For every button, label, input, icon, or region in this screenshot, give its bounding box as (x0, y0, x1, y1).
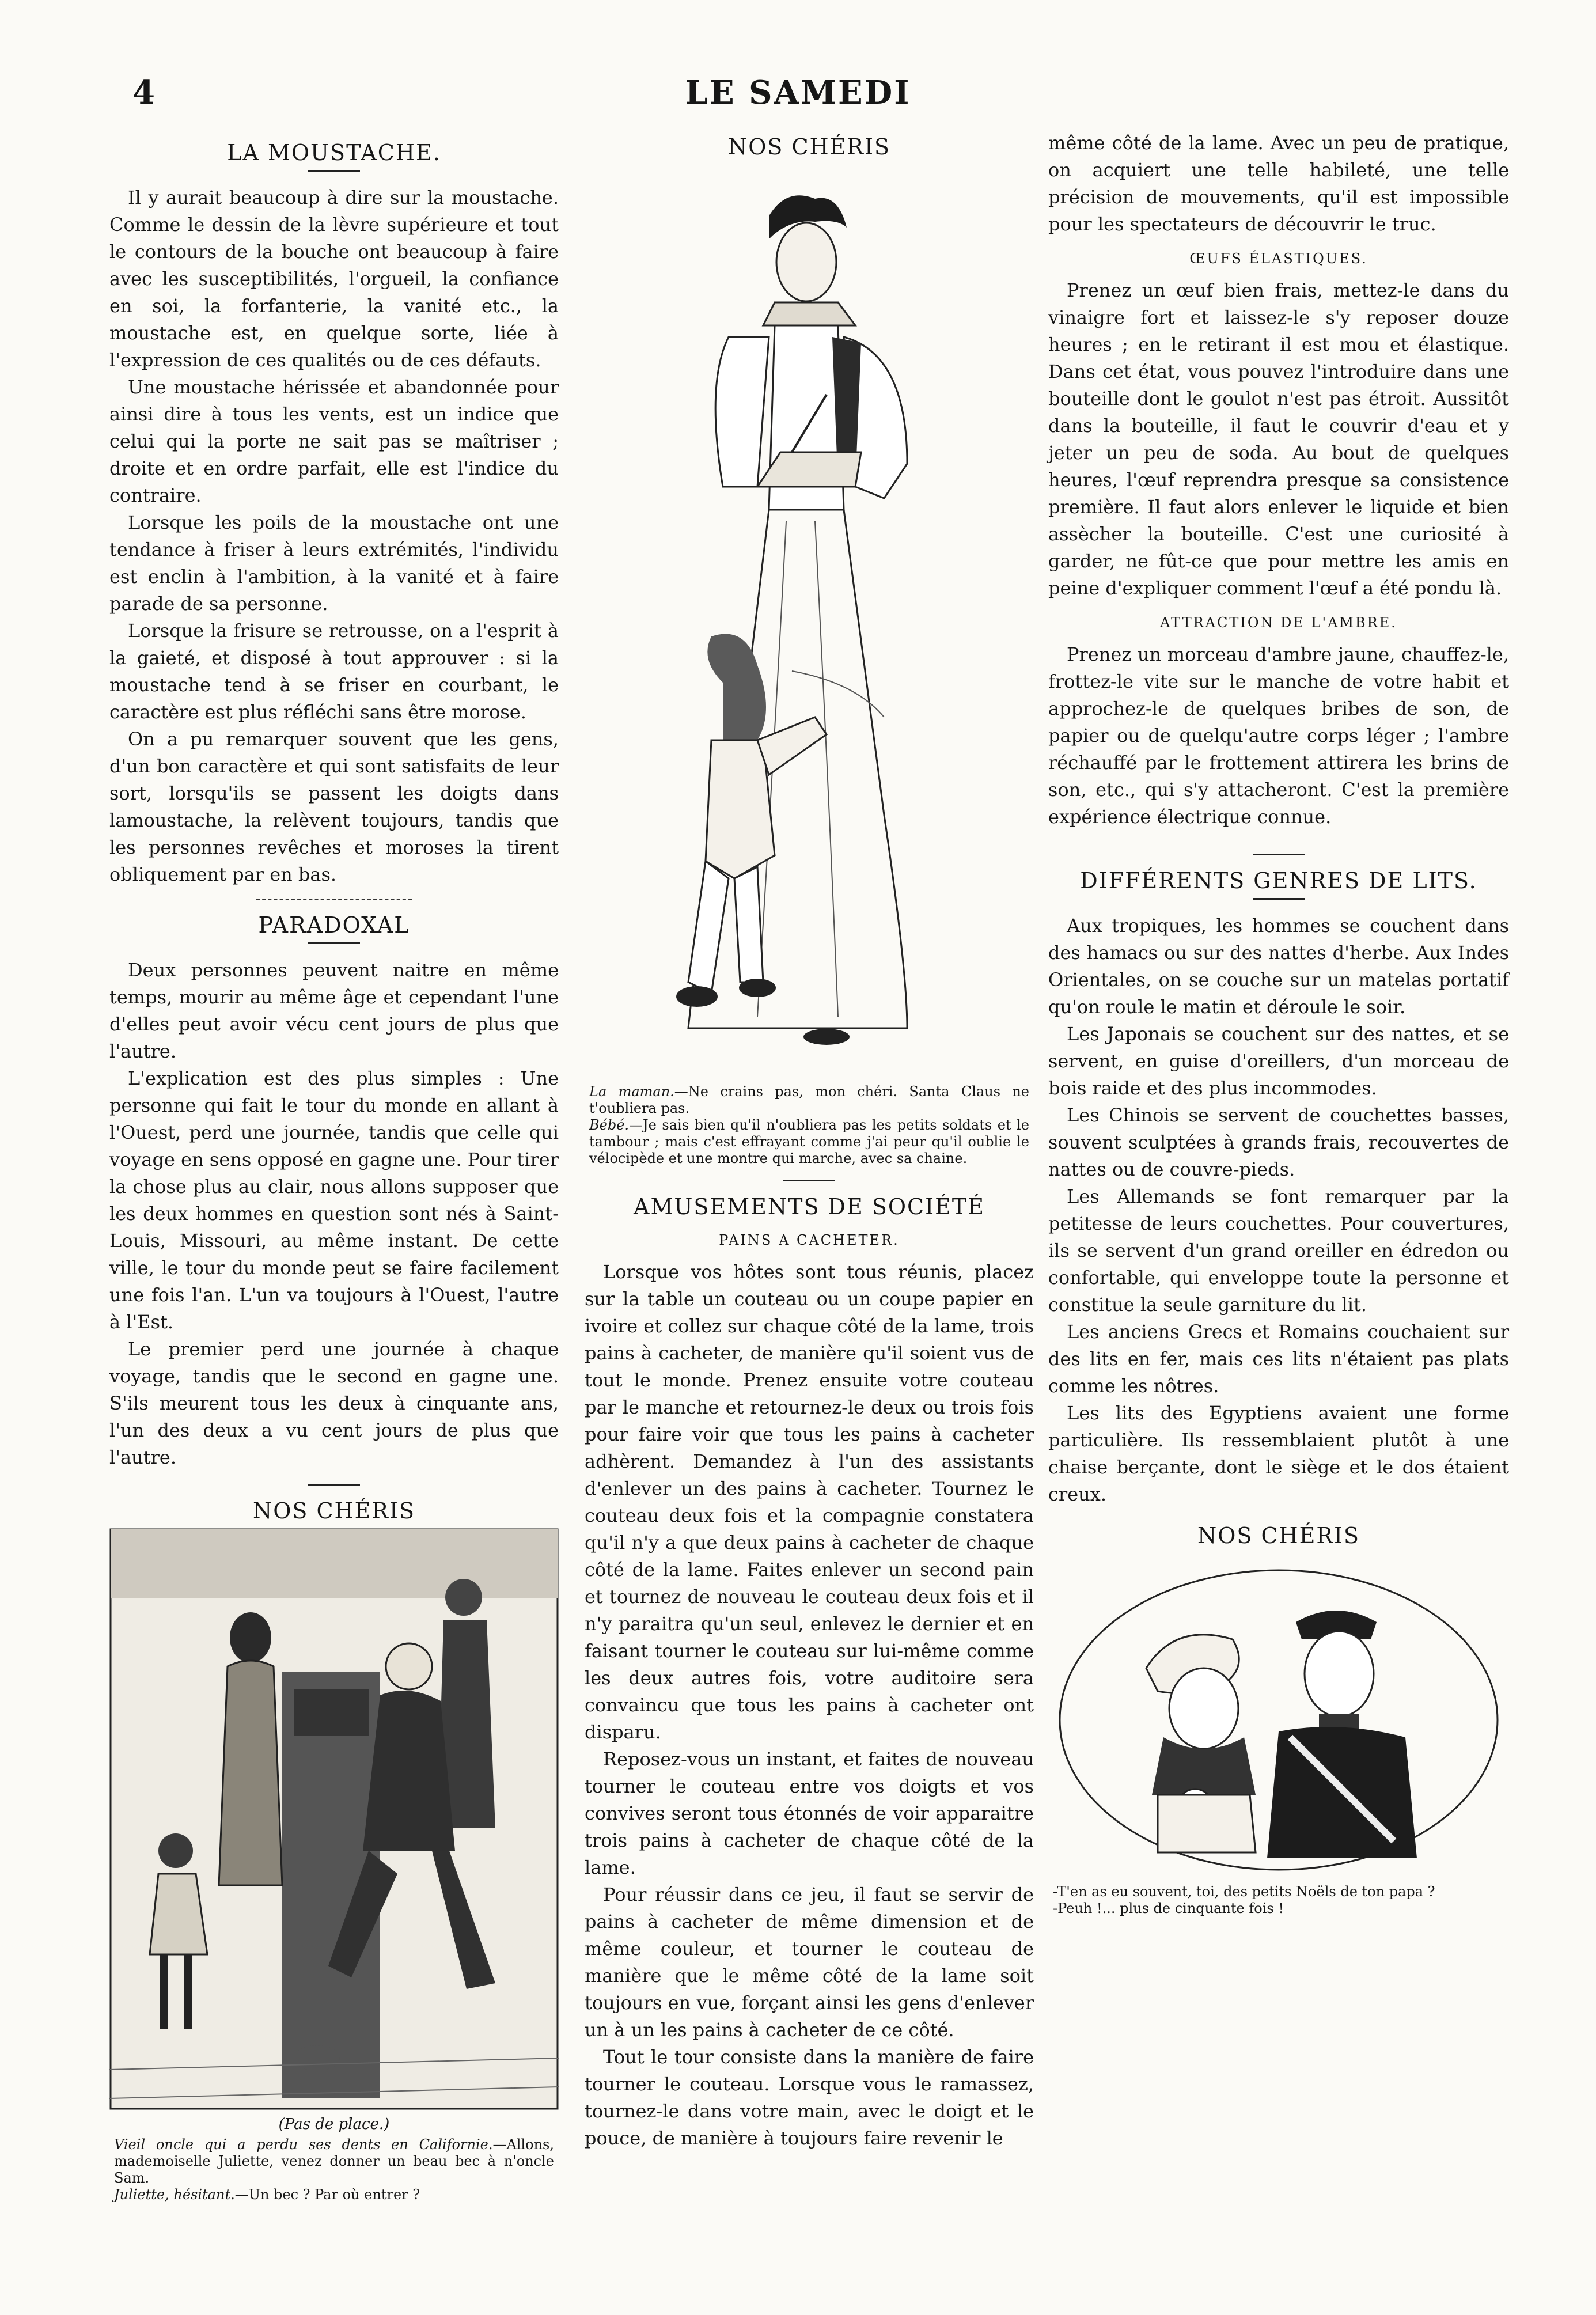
illustration-caption (114, 2136, 554, 2203)
caption-text: —Ne crains pas, mon chéri. Santa Claus ne t'oubliera pas. (589, 1083, 1030, 1116)
caption-text: -T'en as eu souvent, toi, des petits Noëls de ton papa ? (1053, 1884, 1435, 1900)
cheris2-title: NOS CHÉRIS (727, 134, 891, 160)
caption-text: —Un bec ? Par où entrer ? (234, 2187, 420, 2203)
column-right (1048, 130, 1509, 1917)
caption-text: —Allons, mademoiselle Juliette, venez donner un beau bec à n'oncle Sam. (114, 2136, 554, 2186)
illustration-caption (589, 1083, 1029, 1167)
two-children-illustration (1048, 1553, 1509, 1876)
amusements-title: AMUSEMENTS DE SOCIÉTÉ (634, 1194, 985, 1219)
illustration-caption (1053, 1884, 1504, 1917)
caption-speaker: Juliette, hésitant. (114, 2187, 235, 2203)
oeufs-paragraph: Prenez un œuf bien frais, mettez-le dans du vinaigre fort et laissez-le s'y reposer douze heures ; en le retirant il est mou et élastique. Dans cet état, vous pouvez l'introduire dans une bouteille dont le goulot n'est pas étroit. Aussitôt dans la bouteille, il faut le couvrir d'eau et y jeter un peu de soda. Au bout de quelques heures, l'œuf reprendra presque sa consistence première. Il faut alors enlever le liquide et bien assècher la bouteille. C'est une curiosité à garder, ne fût-ce que pour mettre les amis en peine d'expliquer comment l'œuf a été pondu là. (1048, 279, 1509, 599)
amusements-paragraph: Pour réussir dans ce jeu, il faut se servir de pains à cacheter de même dimension et de même couleur, et tourner le couteau de manière que le même côté de la lame soit toujours en vue, forçant ainsi les gens d'enlever un à un les pains à cacheter de ce côté. (585, 1884, 1034, 2041)
caption-text: -Peuh !... plus de cinquante fois ! (1053, 1900, 1284, 1916)
cheris3-title: NOS CHÉRIS (1197, 1523, 1360, 1548)
paradoxal-paragraph: Deux personnes peuvent naitre en même temps, mourir au même âge et cependant l'une d'elles peut avoir vécu cent jours de plus que l'autre. (109, 959, 559, 1062)
ambre-title: ATTRACTION DE L'AMBRE. (1160, 615, 1397, 631)
paradoxal-paragraph: Le premier perd une journée à chaque voyage, tandis que le second en gagne une. S'ils meurent tous les deux à cinquante ans, l'un des deux a vu cent jours de plus que l'autre. (109, 1338, 559, 1468)
lits-title: DIFFÉRENTS GENRES DE LITS. (1080, 868, 1477, 893)
caption-speaker: Bébé. (589, 1117, 630, 1133)
column-middle (585, 130, 1034, 2152)
title-rule (308, 942, 360, 944)
amusements-paragraph: Lorsque vos hôtes sont tous réunis, placez sur la table un couteau ou un coupe papier en ivoire et collez sur chaque côté de la lame, trois pains à cacheter, de manière qu'il soient vus de tout le monde. Prenez ensuite votre couteau par le manche et retournez-le deux ou trois fois pour faire voir que tous les pains à cacheter adhèrent. Demandez à l'un des assistants d'enlever un des pains à cacheter. Tournez le couteau deux fois et la compagnie constatera qu'il n'y a que deux pains à cacheter de chaque côté de la lame. Faites enlever un second pain et tournez de nouveau le couteau deux fois et il n'y paraitra qu'un seul, enlevez le dernier et en faisant tourner le couteau sur lui-même comme les deux autres fois, votre auditoire sera convaincu que tous les pains à cacheter ont disparu. (585, 1261, 1034, 1743)
lits-paragraph: Aux tropiques, les hommes se couchent dans des hamacs ou sur des nattes d'herbe. Aux Indes Orientales, on se couche sur un matelas portatif qu'on roule le matin et déroule le soir. (1048, 915, 1509, 1018)
moustache-paragraph: Lorsque la frisure se retrousse, on a l'esprit à la gaieté, et disposé à tout approuver : si la moustache tend à se friser en courbant, le caractère est plus réfléchi sans être morose. (109, 620, 559, 723)
column-left (109, 130, 559, 2203)
lits-paragraph: Les Chinois se servent de couchettes basses, souvent sculptées à grands frais, recouvertes de nattes ou de couvre-pieds. (1048, 1104, 1509, 1180)
title-rule (1253, 898, 1305, 900)
title-rule (783, 1180, 835, 1181)
oeufs-title: ŒUFS ÉLASTIQUES. (1189, 251, 1368, 267)
amusements-subtitle: PAINS A CACHETER. (719, 1232, 900, 1248)
amusements-paragraph: Reposez-vous un instant, et faites de nouveau tourner le couteau entre vos doigts et vos convives seront tous étonnés de voir apparaitre trois pains à cacheter de chaque côté de la lame. (585, 1748, 1034, 1878)
moustache-paragraph: Il y aurait beaucoup à dire sur la moustache. Comme le dessin de la lèvre supérieure et tout le contours de la bouche ont beaucoup à faire avec les susceptibilités, l'orgueil, la confiance en soi, la forfanterie, la vanité etc., la moustache est, en quelque sorte, liée à l'expression de ces qualités ou de ces défauts. (109, 187, 559, 371)
page-number: 4 (132, 74, 155, 112)
section-separator (256, 899, 412, 900)
amusements-continuation: même côté de la lame. Avec un peu de pratique, on acquiert une telle habileté, une telle précision de mouvements, qu'il est impossible pour les spectateurs de découvrir le truc. (1048, 132, 1509, 235)
lits-paragraph: Les Allemands se font remarquer par la petitesse de leurs couchettes. Pour couvertures, ils se servent d'un grand oreiller en édredon ou confortable, qui enveloppe toute la personne et constitue la seule garniture du lit. (1048, 1185, 1509, 1316)
lits-paragraph: Les anciens Grecs et Romains couchaient sur des lits en fer, mais ces lits n'étaient pas plats comme les nôtres. (1048, 1321, 1509, 1397)
cheris1-title: NOS CHÉRIS (252, 1498, 416, 1524)
title-rule (1253, 854, 1305, 855)
moustache-title: LA MOUSTACHE. (227, 140, 441, 165)
paradoxal-title: PARADOXAL (258, 912, 410, 938)
paradoxal-paragraph: L'explication est des plus simples : Une personne qui fait le tour du monde en allant à l'Ouest, perd une journée, tandis que celle qui voyage en sens opposé en gagne une. Pour tirer la chose plus au clair, nous allons supposer que les deux hommes en question sont nés à Saint-Louis, Missouri, au même instant. De cette ville, le tour du monde peut se faire facilement une fois l'an. L'un va toujours à l'Ouest, l'autre à l'Est. (109, 1067, 559, 1333)
page-header (0, 68, 1596, 120)
no-room-label: (Pas de place.) (278, 2116, 390, 2133)
amusements-paragraph: Tout le tour consiste dans la manière de faire tourner le couteau. Lorsque vous le ramassez, tournez-le dans votre main, avec le doigt et le pouce, de manière à toujours faire revenir le (585, 2046, 1034, 2149)
lits-paragraph: Les lits des Egyptiens avaient une forme particulière. Ils ressemblaient plutôt à une chaise berçante, dont le siège et le dos étaient creux. (1048, 1402, 1509, 1505)
moustache-paragraph: Une moustache hérissée et abandonnée pour ainsi dire à tous les vents, est un indice que celui qui la porte ne sait pas se maîtriser ; droite et en ordre parfait, elle est l'indice du contraire. (109, 376, 559, 506)
lits-paragraph: Les Japonais se couchent sur des nattes, et se servent, en guise d'oreillers, d'un morceau de bois raide et des plus incommodes. (1048, 1023, 1509, 1099)
caption-speaker: La maman. (589, 1083, 674, 1100)
caption-speaker: Vieil oncle qui a perdu ses dents en Californie. (114, 2136, 493, 2153)
mother-child-illustration (585, 164, 1034, 1080)
moustache-paragraph: Lorsque les poils de la moustache ont une tendance à friser à leurs extrémités, l'individu est enclin à l'ambition, à la vanité et à faire parade de sa personne. (109, 512, 559, 615)
title-rule (308, 170, 360, 172)
title-rule (308, 1484, 360, 1486)
ambre-paragraph: Prenez un morceau d'ambre jaune, chauffez-le, frottez-le vite sur le manche de votre habit et approchez-le de quelques bribes de son, de papier ou de quelqu'autre corps léger ; l'ambre réchauffé par le frottement attirera les brins de son, etc., qui s'y attacheront. C'est la première expérience électrique connue. (1048, 643, 1509, 828)
uncle-sam-illustration (109, 1528, 559, 2110)
moustache-paragraph: On a pu remarquer souvent que les gens, d'un bon caractère et qui sont satisfaits de leur sort, lorsqu'ils se passent les doigts dans lamoustache, la relèvent toujours, tandis que les personnes revêches et moroses la tirent obliquement par en bas. (109, 728, 559, 885)
publication-title: LE SAMEDI (685, 74, 911, 112)
caption-text: —Je sais bien qu'il n'oubliera pas les petits soldats et le tambour ; mais c'est effrayant comme j'ai peur qu'il oublie le vélocipède et une montre qui marche, avec sa chaine. (589, 1117, 1029, 1166)
